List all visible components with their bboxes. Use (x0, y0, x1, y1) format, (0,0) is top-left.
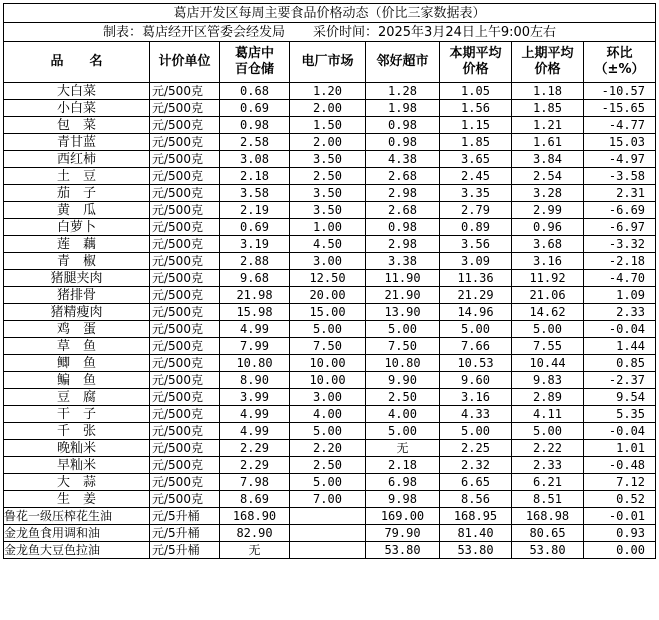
table-row (4, 440, 656, 457)
table-row (4, 83, 656, 100)
table-row (4, 117, 656, 134)
price-change: 5.35 (584, 406, 656, 423)
table-row (4, 457, 656, 474)
header-change: 环比 （±%） (584, 42, 656, 83)
table-row (4, 168, 656, 185)
price-store1: 4.99 (220, 321, 290, 338)
price-change: -0.01 (584, 508, 656, 525)
price-avg-last: 3.84 (512, 151, 584, 168)
header-row (4, 42, 656, 83)
price-store3: 2.98 (366, 185, 440, 202)
price-table (3, 3, 656, 559)
item-unit: 元/5升桶 (150, 508, 220, 525)
price-avg-this: 1.85 (440, 134, 512, 151)
price-store1: 168.90 (220, 508, 290, 525)
price-store1: 2.29 (220, 457, 290, 474)
item-name: 早籼米 (4, 457, 150, 474)
price-avg-last: 1.21 (512, 117, 584, 134)
price-store1: 2.29 (220, 440, 290, 457)
price-avg-last: 14.62 (512, 304, 584, 321)
price-store2: 2.00 (290, 100, 366, 117)
table-row (4, 236, 656, 253)
price-avg-last: 5.00 (512, 321, 584, 338)
table-row (4, 474, 656, 491)
item-unit: 元/500克 (150, 474, 220, 491)
price-avg-this: 81.40 (440, 525, 512, 542)
item-unit: 元/500克 (150, 491, 220, 508)
table-row (4, 508, 656, 525)
price-avg-this: 3.09 (440, 253, 512, 270)
header-name: 品 名 (4, 42, 150, 83)
item-name: 金龙鱼食用调和油 (4, 525, 150, 542)
item-name: 莲 藕 (4, 236, 150, 253)
price-store2: 1.50 (290, 117, 366, 134)
item-name: 大白菜 (4, 83, 150, 100)
item-name: 豆 腐 (4, 389, 150, 406)
price-change: 2.33 (584, 304, 656, 321)
price-store3: 5.00 (366, 423, 440, 440)
item-unit: 元/5升桶 (150, 542, 220, 559)
price-store2: 5.00 (290, 321, 366, 338)
meta-cell (4, 23, 656, 42)
price-store3: 0.98 (366, 117, 440, 134)
table-row (4, 202, 656, 219)
time-label: 采价时间：2025年3月24日上午9:00左右 (312, 24, 557, 40)
price-store2: 3.00 (290, 389, 366, 406)
price-store2: 10.00 (290, 355, 366, 372)
price-avg-this: 9.60 (440, 372, 512, 389)
price-store1: 0.69 (220, 219, 290, 236)
item-unit: 元/500克 (150, 117, 220, 134)
price-store2 (290, 542, 366, 559)
item-unit: 元/500克 (150, 219, 220, 236)
price-change: -10.57 (584, 83, 656, 100)
table-row (4, 270, 656, 287)
price-store1: 7.98 (220, 474, 290, 491)
price-store3: 1.98 (366, 100, 440, 117)
item-unit: 元/500克 (150, 423, 220, 440)
price-store2: 5.00 (290, 423, 366, 440)
header-store1: 葛店中 百仓储 (220, 42, 290, 83)
item-name: 鳊 鱼 (4, 372, 150, 389)
price-avg-this: 6.65 (440, 474, 512, 491)
price-change: -15.65 (584, 100, 656, 117)
table-row (4, 185, 656, 202)
price-avg-last: 11.92 (512, 270, 584, 287)
item-name: 鸡 蛋 (4, 321, 150, 338)
item-unit: 元/500克 (150, 236, 220, 253)
price-store2: 4.00 (290, 406, 366, 423)
table-row (4, 151, 656, 168)
price-avg-this: 2.45 (440, 168, 512, 185)
price-avg-this: 168.95 (440, 508, 512, 525)
header-avg-last: 上期平均 价格 (512, 42, 584, 83)
item-name: 鲁花一级压榨花生油 (4, 508, 150, 525)
item-unit: 元/500克 (150, 338, 220, 355)
table-row (4, 304, 656, 321)
item-unit: 元/500克 (150, 287, 220, 304)
price-avg-this: 1.56 (440, 100, 512, 117)
price-store1: 3.58 (220, 185, 290, 202)
item-name: 包 菜 (4, 117, 150, 134)
price-store3: 无 (366, 440, 440, 457)
price-store3: 13.90 (366, 304, 440, 321)
price-store3: 4.00 (366, 406, 440, 423)
price-store3: 9.90 (366, 372, 440, 389)
header-store3: 邻好超市 (366, 42, 440, 83)
price-avg-this: 2.25 (440, 440, 512, 457)
item-unit: 元/500克 (150, 151, 220, 168)
item-unit: 元/500克 (150, 372, 220, 389)
price-avg-this: 10.53 (440, 355, 512, 372)
price-store3: 169.00 (366, 508, 440, 525)
price-store1: 21.98 (220, 287, 290, 304)
table-row (4, 372, 656, 389)
table-row (4, 100, 656, 117)
item-unit: 元/5升桶 (150, 525, 220, 542)
price-avg-this: 14.96 (440, 304, 512, 321)
item-unit: 元/500克 (150, 270, 220, 287)
price-store3: 9.98 (366, 491, 440, 508)
price-change: 9.54 (584, 389, 656, 406)
table-row (4, 525, 656, 542)
price-avg-last: 1.18 (512, 83, 584, 100)
item-unit: 元/500克 (150, 134, 220, 151)
price-avg-this: 0.89 (440, 219, 512, 236)
price-store2: 20.00 (290, 287, 366, 304)
price-store1: 7.99 (220, 338, 290, 355)
price-store3: 79.90 (366, 525, 440, 542)
price-change: -4.97 (584, 151, 656, 168)
price-store3: 0.98 (366, 134, 440, 151)
price-store3: 7.50 (366, 338, 440, 355)
price-change: -0.04 (584, 321, 656, 338)
price-store2: 3.00 (290, 253, 366, 270)
price-avg-last: 1.61 (512, 134, 584, 151)
price-store1: 82.90 (220, 525, 290, 542)
item-unit: 元/500克 (150, 355, 220, 372)
price-store3: 10.80 (366, 355, 440, 372)
item-unit: 元/500克 (150, 202, 220, 219)
price-store3: 2.98 (366, 236, 440, 253)
price-avg-last: 6.21 (512, 474, 584, 491)
table-row (4, 423, 656, 440)
price-avg-last: 3.68 (512, 236, 584, 253)
price-store3: 2.68 (366, 168, 440, 185)
item-name: 干 子 (4, 406, 150, 423)
item-unit: 元/500克 (150, 100, 220, 117)
price-store2: 2.20 (290, 440, 366, 457)
item-name: 猪腿夹肉 (4, 270, 150, 287)
price-avg-this: 8.56 (440, 491, 512, 508)
price-change: 1.09 (584, 287, 656, 304)
item-name: 青甘蓝 (4, 134, 150, 151)
price-change: -6.97 (584, 219, 656, 236)
header-store2: 电厂市场 (290, 42, 366, 83)
price-store1: 4.99 (220, 406, 290, 423)
price-change: -3.32 (584, 236, 656, 253)
price-store3: 4.38 (366, 151, 440, 168)
price-avg-last: 9.83 (512, 372, 584, 389)
item-name: 小白菜 (4, 100, 150, 117)
price-avg-last: 1.85 (512, 100, 584, 117)
price-change: 7.12 (584, 474, 656, 491)
price-store3: 2.18 (366, 457, 440, 474)
table-title: 葛店开发区每周主要食品价格动态（价比三家数据表） (4, 4, 656, 23)
price-store1: 15.98 (220, 304, 290, 321)
price-store1: 2.18 (220, 168, 290, 185)
item-name: 大 蒜 (4, 474, 150, 491)
table-row (4, 287, 656, 304)
item-name: 晚籼米 (4, 440, 150, 457)
price-store1: 9.68 (220, 270, 290, 287)
item-name: 千 张 (4, 423, 150, 440)
price-store1: 2.88 (220, 253, 290, 270)
price-store2: 7.00 (290, 491, 366, 508)
price-avg-last: 53.80 (512, 542, 584, 559)
price-avg-last: 80.65 (512, 525, 584, 542)
price-store3: 5.00 (366, 321, 440, 338)
item-unit: 元/500克 (150, 389, 220, 406)
price-avg-this: 7.66 (440, 338, 512, 355)
item-name: 黄 瓜 (4, 202, 150, 219)
price-change: 0.52 (584, 491, 656, 508)
price-store2: 1.00 (290, 219, 366, 236)
item-name: 金龙鱼大豆色拉油 (4, 542, 150, 559)
item-name: 茄 子 (4, 185, 150, 202)
price-avg-last: 21.06 (512, 287, 584, 304)
price-avg-last: 8.51 (512, 491, 584, 508)
price-store2: 3.50 (290, 202, 366, 219)
price-avg-last: 2.54 (512, 168, 584, 185)
price-change: 1.44 (584, 338, 656, 355)
price-avg-last: 3.16 (512, 253, 584, 270)
price-change: -2.37 (584, 372, 656, 389)
price-change: -2.18 (584, 253, 656, 270)
item-name: 生 姜 (4, 491, 150, 508)
price-change: -4.70 (584, 270, 656, 287)
price-store2 (290, 508, 366, 525)
price-change: -4.77 (584, 117, 656, 134)
price-store3: 21.90 (366, 287, 440, 304)
item-name: 青 椒 (4, 253, 150, 270)
item-name: 白萝卜 (4, 219, 150, 236)
price-avg-last: 7.55 (512, 338, 584, 355)
price-store2: 4.50 (290, 236, 366, 253)
price-store3: 2.50 (366, 389, 440, 406)
item-unit: 元/500克 (150, 83, 220, 100)
price-avg-last: 2.22 (512, 440, 584, 457)
price-store1: 0.68 (220, 83, 290, 100)
item-name: 西红柿 (4, 151, 150, 168)
price-avg-this: 3.56 (440, 236, 512, 253)
price-change: 0.00 (584, 542, 656, 559)
price-store3: 11.90 (366, 270, 440, 287)
price-store2 (290, 525, 366, 542)
price-store1: 10.80 (220, 355, 290, 372)
price-avg-this: 5.00 (440, 321, 512, 338)
table-row (4, 219, 656, 236)
price-change: -3.58 (584, 168, 656, 185)
price-avg-last: 0.96 (512, 219, 584, 236)
price-store1: 4.99 (220, 423, 290, 440)
table-row (4, 253, 656, 270)
price-avg-this: 11.36 (440, 270, 512, 287)
item-name: 猪精瘦肉 (4, 304, 150, 321)
price-store2: 15.00 (290, 304, 366, 321)
price-store2: 7.50 (290, 338, 366, 355)
table-row (4, 542, 656, 559)
price-avg-last: 2.89 (512, 389, 584, 406)
price-store3: 0.98 (366, 219, 440, 236)
maker-label: 制表：葛店经开区管委会经发局 (102, 24, 285, 40)
item-unit: 元/500克 (150, 168, 220, 185)
price-avg-this: 4.33 (440, 406, 512, 423)
price-store1: 3.19 (220, 236, 290, 253)
price-store2: 2.50 (290, 168, 366, 185)
price-avg-last: 5.00 (512, 423, 584, 440)
price-avg-last: 4.11 (512, 406, 584, 423)
price-store3: 6.98 (366, 474, 440, 491)
price-avg-last: 168.98 (512, 508, 584, 525)
header-avg-this: 本期平均 价格 (440, 42, 512, 83)
table-row (4, 321, 656, 338)
price-store3: 3.38 (366, 253, 440, 270)
item-unit: 元/500克 (150, 253, 220, 270)
title-row (4, 4, 656, 23)
price-store1: 3.99 (220, 389, 290, 406)
price-avg-this: 3.65 (440, 151, 512, 168)
table-row (4, 389, 656, 406)
price-store2: 3.50 (290, 185, 366, 202)
price-store1: 无 (220, 542, 290, 559)
item-unit: 元/500克 (150, 440, 220, 457)
price-store1: 2.19 (220, 202, 290, 219)
item-unit: 元/500克 (150, 185, 220, 202)
item-name: 猪排骨 (4, 287, 150, 304)
header-unit: 计价单位 (150, 42, 220, 83)
item-unit: 元/500克 (150, 457, 220, 474)
price-avg-last: 10.44 (512, 355, 584, 372)
price-avg-this: 5.00 (440, 423, 512, 440)
price-avg-this: 21.29 (440, 287, 512, 304)
item-unit: 元/500克 (150, 321, 220, 338)
price-change: 0.85 (584, 355, 656, 372)
price-avg-this: 3.16 (440, 389, 512, 406)
price-change: -6.69 (584, 202, 656, 219)
price-avg-this: 2.32 (440, 457, 512, 474)
price-change: 15.03 (584, 134, 656, 151)
price-store2: 2.00 (290, 134, 366, 151)
price-store1: 8.90 (220, 372, 290, 389)
price-change: 2.31 (584, 185, 656, 202)
price-store3: 1.28 (366, 83, 440, 100)
price-store1: 0.69 (220, 100, 290, 117)
price-change: 1.01 (584, 440, 656, 457)
price-avg-this: 1.15 (440, 117, 512, 134)
price-avg-this: 2.79 (440, 202, 512, 219)
price-change: -0.04 (584, 423, 656, 440)
price-store2: 5.00 (290, 474, 366, 491)
price-store3: 53.80 (366, 542, 440, 559)
price-avg-last: 2.99 (512, 202, 584, 219)
item-unit: 元/500克 (150, 304, 220, 321)
table-row (4, 134, 656, 151)
price-avg-last: 2.33 (512, 457, 584, 474)
price-change: 0.93 (584, 525, 656, 542)
item-unit: 元/500克 (150, 406, 220, 423)
price-store2: 12.50 (290, 270, 366, 287)
price-store2: 1.20 (290, 83, 366, 100)
price-store1: 2.58 (220, 134, 290, 151)
price-avg-this: 1.05 (440, 83, 512, 100)
price-store1: 8.69 (220, 491, 290, 508)
price-avg-this: 3.35 (440, 185, 512, 202)
item-name: 土 豆 (4, 168, 150, 185)
table-row (4, 491, 656, 508)
price-avg-this: 53.80 (440, 542, 512, 559)
price-store2: 10.00 (290, 372, 366, 389)
price-sheet (3, 3, 655, 559)
price-store2: 3.50 (290, 151, 366, 168)
price-change: -0.48 (584, 457, 656, 474)
price-store1: 0.98 (220, 117, 290, 134)
price-avg-last: 3.28 (512, 185, 584, 202)
price-store1: 3.08 (220, 151, 290, 168)
table-row (4, 338, 656, 355)
price-store2: 2.50 (290, 457, 366, 474)
item-name: 鲫 鱼 (4, 355, 150, 372)
meta-row (4, 23, 656, 42)
table-row (4, 355, 656, 372)
table-row (4, 406, 656, 423)
item-name: 草 鱼 (4, 338, 150, 355)
price-store3: 2.68 (366, 202, 440, 219)
